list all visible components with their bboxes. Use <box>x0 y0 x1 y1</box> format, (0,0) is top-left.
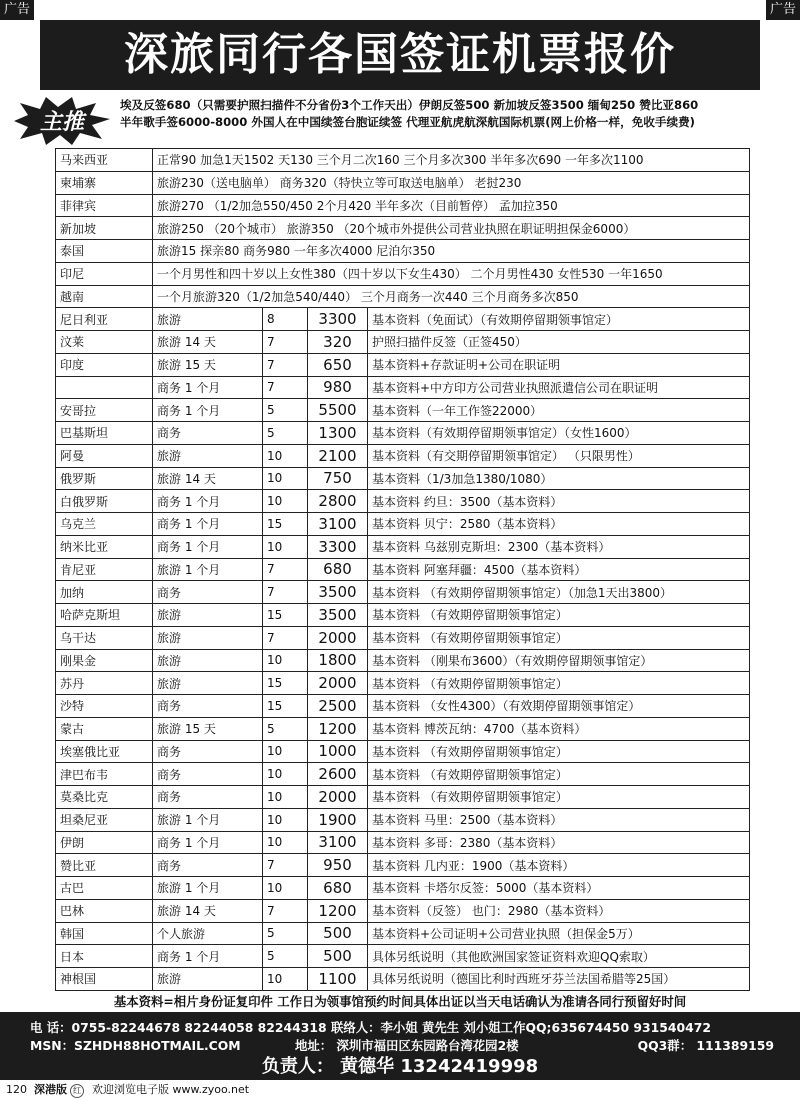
price-cell: 500 <box>308 922 368 945</box>
days-cell: 7 <box>263 376 308 399</box>
table-row <box>56 399 750 422</box>
price-cell: 680 <box>308 558 368 581</box>
type-cell: 商务 1 个月 <box>153 376 263 399</box>
notes-cell: 基本资料 （有效期停留期领事馆定） <box>368 740 750 763</box>
top-bar <box>0 0 800 20</box>
notes-cell: 基本资料 多哥：2380（基本资料） <box>368 831 750 854</box>
type-cell: 旅游 <box>153 672 263 695</box>
table-row <box>56 763 750 786</box>
notes-cell: 基本资料 约旦：3500（基本资料） <box>368 490 750 513</box>
contact-qq-group: QQ3群： 111389159 <box>637 1038 774 1053</box>
notes-cell: 基本资料（反签） 也门：2980（基本资料） <box>368 899 750 922</box>
notes-cell: 基本资料+公司证明+公司营业执照（担保金5万） <box>368 922 750 945</box>
price-cell: 3100 <box>308 513 368 536</box>
featured-badge-text: 主推 <box>39 110 85 135</box>
type-cell: 商务 <box>153 695 263 718</box>
price-cell: 1300 <box>308 422 368 445</box>
table-row <box>56 490 750 513</box>
price-cell: 750 <box>308 467 368 490</box>
type-cell: 旅游 14 天 <box>153 899 263 922</box>
country-cell: 安哥拉 <box>56 399 153 422</box>
details-cell: 一个月男性和四十岁以上女性380（四十岁以下女生430） 二个月男性430 女性530 一年1650 <box>153 262 750 285</box>
notes-cell: 基本资料 贝宁：2580（基本资料） <box>368 513 750 536</box>
type-cell: 旅游 1 个月 <box>153 558 263 581</box>
price-cell: 1900 <box>308 808 368 831</box>
price-cell: 3500 <box>308 604 368 627</box>
website-text: 欢迎浏览电子版 www.zyoo.net <box>92 1083 250 1096</box>
price-cell: 500 <box>308 945 368 968</box>
details-cell: 旅游15 探亲80 商务980 一年多次4000 尼泊尔350 <box>153 240 750 263</box>
country-cell: 纳米比亚 <box>56 535 153 558</box>
table-row <box>56 922 750 945</box>
table-row <box>56 808 750 831</box>
country-cell: 柬埔寨 <box>56 171 153 194</box>
table-row <box>56 353 750 376</box>
country-cell: 沙特 <box>56 695 153 718</box>
days-cell: 5 <box>263 717 308 740</box>
country-cell: 津巴布韦 <box>56 763 153 786</box>
price-cell: 2000 <box>308 672 368 695</box>
details-cell: 一个月旅游320（1/2加急540/440） 三个月商务一次440 三个月商务多次850 <box>153 285 750 308</box>
type-cell: 旅游 14 天 <box>153 467 263 490</box>
type-cell: 商务 1 个月 <box>153 535 263 558</box>
country-cell: 白俄罗斯 <box>56 490 153 513</box>
promo-line-2: 半年歌手签6000-8000 外国人在中国续签台胞证续签 代理亚航虎航深航国际机票(网上价格一样，免收手续费) <box>120 115 695 129</box>
days-cell: 7 <box>263 626 308 649</box>
table-row <box>56 262 750 285</box>
notes-cell: 基本资料（免面试）（有效期停留期领事馆定） <box>368 308 750 331</box>
type-cell: 旅游 <box>153 604 263 627</box>
price-cell: 3500 <box>308 581 368 604</box>
country-cell <box>56 376 153 399</box>
table-row <box>56 376 750 399</box>
table-row <box>56 899 750 922</box>
days-cell: 10 <box>263 831 308 854</box>
publisher-logo-icon: 红 <box>70 1084 84 1098</box>
price-cell: 3300 <box>308 308 368 331</box>
price-cell: 2500 <box>308 695 368 718</box>
days-cell: 7 <box>263 581 308 604</box>
table-row <box>56 740 750 763</box>
price-cell: 3100 <box>308 831 368 854</box>
table-row <box>56 149 750 172</box>
type-cell: 商务 1 个月 <box>153 399 263 422</box>
promo-line-1: 埃及反签680（只需要护照扫描件不分省份3个工作天出）伊朗反签500 新加坡反签3500 缅甸250 赞比亚860 <box>120 98 699 112</box>
type-cell: 商务 1 个月 <box>153 490 263 513</box>
type-cell: 商务 1 个月 <box>153 945 263 968</box>
price-cell: 1800 <box>308 649 368 672</box>
notes-cell: 基本资料 （有效期停留期领事馆定） <box>368 672 750 695</box>
contact-msn: MSN：SZHDH88HOTMAIL.COM <box>30 1038 241 1053</box>
contact-phone-line: 电 话：0755-82244678 82244058 82244318 联络人：李小姐 黄先生 刘小姐工作QQ;635674450 931540472 <box>30 1020 711 1035</box>
country-cell: 菲律宾 <box>56 194 153 217</box>
country-cell: 巴基斯坦 <box>56 422 153 445</box>
table-row <box>56 854 750 877</box>
price-cell: 2800 <box>308 490 368 513</box>
price-cell: 2000 <box>308 626 368 649</box>
country-cell: 韩国 <box>56 922 153 945</box>
notes-cell: 基本资料 （刚果布3600）（有效期停留期领事馆定） <box>368 649 750 672</box>
table-row <box>56 444 750 467</box>
country-cell: 哈萨克斯坦 <box>56 604 153 627</box>
notes-cell: 基本资料 乌兹别克斯坦：2300（基本资料） <box>368 535 750 558</box>
country-cell: 马来西亚 <box>56 149 153 172</box>
notes-cell: 基本资料 （女性4300）（有效期停留期领事馆定） <box>368 695 750 718</box>
days-cell: 10 <box>263 877 308 900</box>
country-cell: 加纳 <box>56 581 153 604</box>
type-cell: 旅游 1 个月 <box>153 877 263 900</box>
notes-cell: 基本资料 阿塞拜疆：4500（基本资料） <box>368 558 750 581</box>
table-row <box>56 513 750 536</box>
country-cell: 刚果金 <box>56 649 153 672</box>
days-cell: 10 <box>263 740 308 763</box>
table-row <box>56 672 750 695</box>
details-cell: 正常90 加急1天1502 天130 三个月二次160 三个月多次300 半年多次690 一年多次1100 <box>153 149 750 172</box>
notes-cell: 基本资料（有效期停留期领事馆定）（女性1600） <box>368 422 750 445</box>
days-cell: 15 <box>263 695 308 718</box>
notes-cell: 基本资料 （有效期停留期领事馆定） <box>368 786 750 809</box>
price-cell: 2100 <box>308 444 368 467</box>
notes-cell: 护照扫描件反签（正签450） <box>368 331 750 354</box>
country-cell: 汶莱 <box>56 331 153 354</box>
type-cell: 商务 1 个月 <box>153 831 263 854</box>
price-cell: 3300 <box>308 535 368 558</box>
type-cell: 旅游 1 个月 <box>153 808 263 831</box>
days-cell: 5 <box>263 945 308 968</box>
days-cell: 7 <box>263 331 308 354</box>
ad-label-right: 广告 <box>766 0 800 20</box>
notes-cell: 基本资料（一年工作签22000） <box>368 399 750 422</box>
table-row <box>56 626 750 649</box>
details-cell: 旅游250 （20个城市） 旅游350 （20个城市外提供公司营业执照在职证明担保金6000） <box>153 217 750 240</box>
notes-cell: 基本资料 （有效期停留期领事馆定） <box>368 604 750 627</box>
notes-cell: 基本资料 几内亚：1900（基本资料） <box>368 854 750 877</box>
price-cell: 2000 <box>308 786 368 809</box>
price-cell: 2600 <box>308 763 368 786</box>
days-cell: 10 <box>263 535 308 558</box>
type-cell: 个人旅游 <box>153 922 263 945</box>
country-cell: 苏丹 <box>56 672 153 695</box>
table-row <box>56 240 750 263</box>
table-row <box>56 217 750 240</box>
table-row <box>56 422 750 445</box>
notes-cell: 基本资料 （有效期停留期领事馆定） <box>368 626 750 649</box>
table-row <box>56 695 750 718</box>
table-row <box>56 194 750 217</box>
country-cell: 肯尼亚 <box>56 558 153 581</box>
notes-cell: 基本资料 （有效期停留期领事馆定） <box>368 763 750 786</box>
days-cell: 10 <box>263 968 308 991</box>
country-cell: 俄罗斯 <box>56 467 153 490</box>
country-cell: 印度 <box>56 353 153 376</box>
table-row <box>56 467 750 490</box>
country-cell: 越南 <box>56 285 153 308</box>
type-cell: 商务 <box>153 763 263 786</box>
featured-badge-burst <box>6 95 116 147</box>
footnote: 基本资料=相片身份证复印件 工作日为领事馆预约时间具体出证以当天电话确认为准请各同行预留好时间 <box>113 994 687 1009</box>
notes-cell: 具体另纸说明（德国比利时西班牙芬兰法国希腊等25国） <box>368 968 750 991</box>
price-cell: 1200 <box>308 899 368 922</box>
type-cell: 旅游 14 天 <box>153 331 263 354</box>
table-row <box>56 831 750 854</box>
country-cell: 蒙古 <box>56 717 153 740</box>
days-cell: 10 <box>263 808 308 831</box>
contact-band <box>0 1012 800 1080</box>
price-cell: 1200 <box>308 717 368 740</box>
page-title: 深旅同行各国签证机票报价 <box>40 20 760 90</box>
country-cell: 坦桑尼亚 <box>56 808 153 831</box>
table-row <box>56 604 750 627</box>
days-cell: 7 <box>263 854 308 877</box>
days-cell: 10 <box>263 444 308 467</box>
table-row <box>56 331 750 354</box>
price-cell: 320 <box>308 331 368 354</box>
contact-address: 地址： 深圳市福田区东园路台湾花园2楼 <box>295 1038 519 1053</box>
type-cell: 商务 <box>153 581 263 604</box>
price-cell: 5500 <box>308 399 368 422</box>
table-row <box>56 535 750 558</box>
notes-cell: 基本资料 马里：2500（基本资料） <box>368 808 750 831</box>
days-cell: 8 <box>263 308 308 331</box>
price-cell: 680 <box>308 877 368 900</box>
country-cell: 赞比亚 <box>56 854 153 877</box>
country-cell: 新加坡 <box>56 217 153 240</box>
days-cell: 7 <box>263 899 308 922</box>
country-cell: 乌克兰 <box>56 513 153 536</box>
price-cell: 950 <box>308 854 368 877</box>
days-cell: 10 <box>263 649 308 672</box>
notes-cell: 基本资料 博茨瓦纳：4700（基本资料） <box>368 717 750 740</box>
country-cell: 神根国 <box>56 968 153 991</box>
type-cell: 商务 <box>153 786 263 809</box>
edition-label: 深港版 <box>34 1083 67 1096</box>
visa-rate-table <box>55 148 750 991</box>
table-row <box>56 649 750 672</box>
table-row <box>56 308 750 331</box>
table-row <box>56 717 750 740</box>
type-cell: 旅游 <box>153 626 263 649</box>
details-cell: 旅游230（送电脑单） 商务320（特快立等可取送电脑单） 老挝230 <box>153 171 750 194</box>
table-row <box>56 558 750 581</box>
notes-cell: 基本资料（有交期停留期领事馆定） （只限男性） <box>368 444 750 467</box>
country-cell: 莫桑比克 <box>56 786 153 809</box>
price-cell: 1100 <box>308 968 368 991</box>
type-cell: 商务 <box>153 422 263 445</box>
country-cell: 阿曼 <box>56 444 153 467</box>
type-cell: 旅游 <box>153 308 263 331</box>
country-cell: 印尼 <box>56 262 153 285</box>
page-footer <box>0 1080 800 1100</box>
type-cell: 商务 <box>153 740 263 763</box>
notes-cell: 具体另纸说明（其他欧洲国家签证资料欢迎QQ索取） <box>368 945 750 968</box>
notes-cell: 基本资料（1/3加急1380/1080） <box>368 467 750 490</box>
details-cell: 旅游270 （1/2加急550/450 2个月420 半年多次（目前暂停） 孟加拉350 <box>153 194 750 217</box>
price-cell: 650 <box>308 353 368 376</box>
type-cell: 旅游 <box>153 968 263 991</box>
type-cell: 旅游 15 天 <box>153 717 263 740</box>
table-row <box>56 285 750 308</box>
days-cell: 10 <box>263 786 308 809</box>
table-row <box>56 786 750 809</box>
country-cell: 泰国 <box>56 240 153 263</box>
type-cell: 商务 <box>153 854 263 877</box>
type-cell: 商务 1 个月 <box>153 513 263 536</box>
type-cell: 旅游 <box>153 649 263 672</box>
table-row <box>56 945 750 968</box>
table-row <box>56 581 750 604</box>
country-cell: 古巴 <box>56 877 153 900</box>
days-cell: 5 <box>263 399 308 422</box>
price-cell: 980 <box>308 376 368 399</box>
notes-cell: 基本资料+中方印方公司营业执照派遣信公司在职证明 <box>368 376 750 399</box>
country-cell: 巴林 <box>56 899 153 922</box>
country-cell: 乌干达 <box>56 626 153 649</box>
page-number: 120 <box>6 1083 27 1096</box>
days-cell: 10 <box>263 763 308 786</box>
days-cell: 7 <box>263 558 308 581</box>
days-cell: 15 <box>263 513 308 536</box>
days-cell: 7 <box>263 353 308 376</box>
days-cell: 10 <box>263 490 308 513</box>
days-cell: 15 <box>263 604 308 627</box>
country-cell: 日本 <box>56 945 153 968</box>
notes-cell: 基本资料 卡塔尔反签：5000（基本资料） <box>368 877 750 900</box>
days-cell: 5 <box>263 422 308 445</box>
price-cell: 1000 <box>308 740 368 763</box>
type-cell: 旅游 15 天 <box>153 353 263 376</box>
table-row <box>56 968 750 991</box>
days-cell: 10 <box>263 467 308 490</box>
days-cell: 5 <box>263 922 308 945</box>
country-cell: 埃塞俄比亚 <box>56 740 153 763</box>
ad-label-left: 广告 <box>0 0 34 20</box>
type-cell: 旅游 <box>153 444 263 467</box>
table-row <box>56 171 750 194</box>
contact-responsible: 负责人： 黄德华 13242419998 <box>261 1056 539 1077</box>
notes-cell: 基本资料 （有效期停留期领事馆定）（加急1天出3800） <box>368 581 750 604</box>
days-cell: 15 <box>263 672 308 695</box>
notes-cell: 基本资料+存款证明+公司在职证明 <box>368 353 750 376</box>
country-cell: 伊朗 <box>56 831 153 854</box>
table-row <box>56 877 750 900</box>
country-cell: 尼日利亚 <box>56 308 153 331</box>
promo-banner <box>0 95 800 145</box>
